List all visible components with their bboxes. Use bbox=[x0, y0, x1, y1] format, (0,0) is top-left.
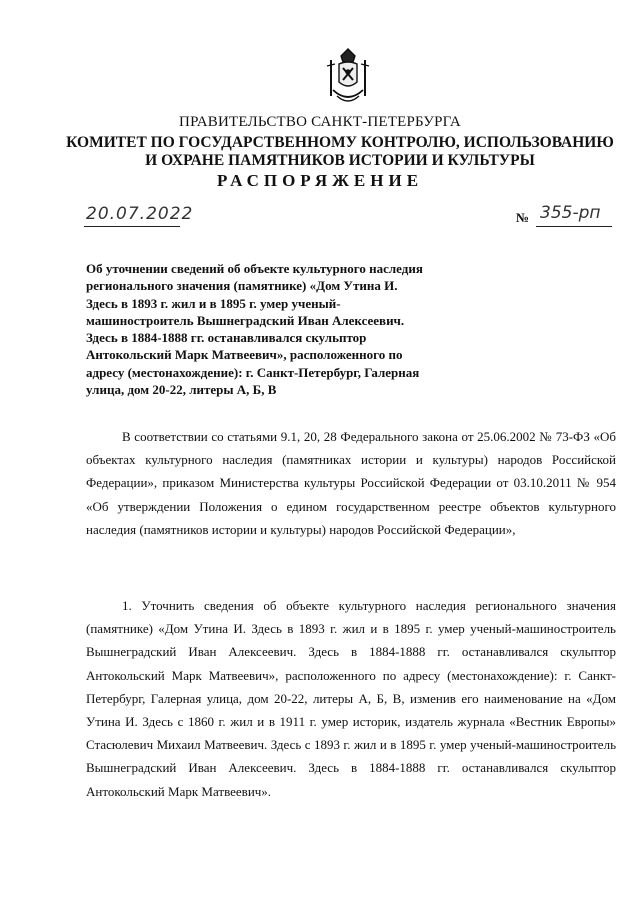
number-label: № bbox=[516, 210, 530, 225]
document-type: РАСПОРЯЖЕНИЕ bbox=[216, 171, 424, 190]
preamble-paragraph: В соответствии со статьями 9.1, 20, 28 Федерального закона от 25.06.2002 № 73-ФЗ «Об объектах культурного наследия (памятниках истории и культуры) народов Российской Федерации», приказом Министерства культуры Российской Федерации от 03.10.2011 № 954 «Об утверждении Положения о едином государственном реестре объектов культурного наследия (памятников истории и культуры) народов Российской Федерации», bbox=[86, 429, 616, 537]
committee-title bbox=[60, 134, 620, 170]
committee-title-line2: И ОХРАНЕ ПАМЯТНИКОВ ИСТОРИИ И КУЛЬТУРЫ bbox=[145, 152, 535, 169]
document-subject: Об уточнении сведений об объекте культурного наследия регионального значения (памятнике) «Дом Утина И. Здесь в 1893 г. жил и в 1895 г. умер ученый-машиностроитель Вышнеградский Иван Алексеевич. Здесь в 1884-1888 гг. останавливался скульптор Антокольский Марк Матвеевич», расположенного по адресу (местонахождение): г. Санкт-Петербург, Галерная улица, дом 20-22, литеры А, Б, В bbox=[86, 261, 423, 398]
document-date: 20.07.2022 bbox=[86, 204, 194, 224]
document-number: 355-рп bbox=[540, 203, 601, 223]
number-underline bbox=[536, 226, 612, 227]
government-title: ПРАВИТЕЛЬСТВО САНКТ-ПЕТЕРБУРГА bbox=[179, 114, 461, 130]
clause-1-paragraph: 1. Уточнить сведения об объекте культурного наследия регионального значения (памятнике) «Дом Утина И. Здесь в 1893 г. жил и в 1895 г. умер ученый-машиностроитель Вышнеградский Иван Алексеевич. Здесь в 1884-1888 гг. останавливался скульптор Антокольский Марк Матвеевич», расположенного по адресу (местонахождение): г. Санкт-Петербург, Галерная улица, дом 20-22, литеры А, Б, В, изменив его наименование на «Дом Утина И. Здесь с 1860 г. жил и в 1911 г. умер историк, издатель журнала «Вестник Европы» Стасюлевич Михаил Матвеевич. Здесь с 1893 г. жил и в 1895 г. умер ученый-машиностроитель Вышнеградский Иван Алексеевич. Здесь в 1884-1888 гг. останавливался скульптор Антокольский Марк Матвеевич». bbox=[86, 598, 616, 799]
coat-of-arms-icon bbox=[325, 46, 371, 110]
committee-title-line1: КОМИТЕТ ПО ГОСУДАРСТВЕННОМУ КОНТРОЛЮ, ИСПОЛЬЗОВАНИЮ bbox=[66, 134, 614, 151]
date-underline bbox=[84, 226, 180, 227]
